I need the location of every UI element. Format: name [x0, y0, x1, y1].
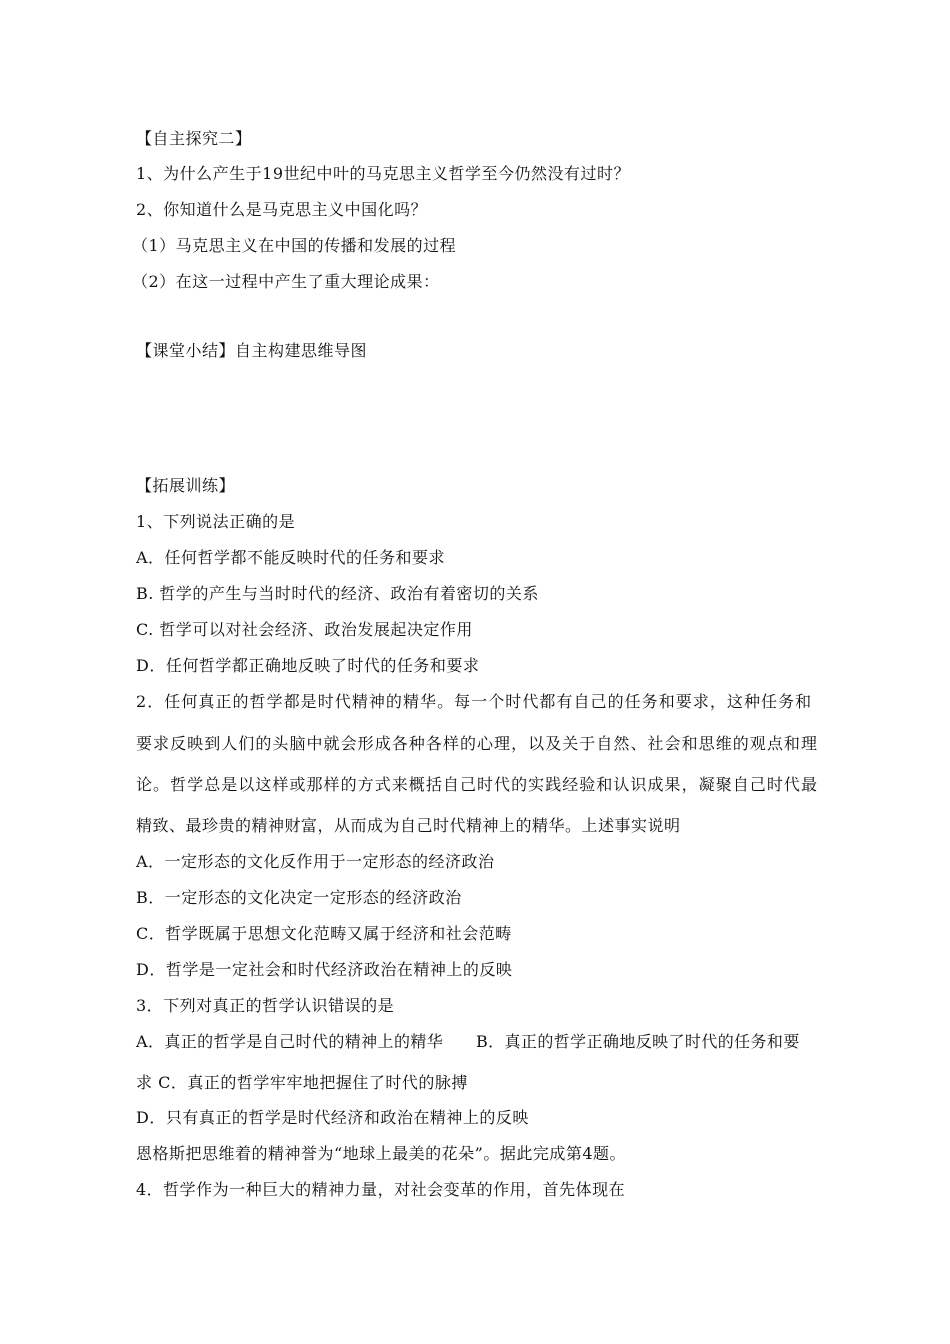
training-q3-options-line-3: D．只有真正的哲学是时代经济和政治在精神上的反映 [136, 1108, 529, 1127]
training-q4-stem: 4．哲学作为一种巨大的精神力量，对社会变革的作用，首先体现在 [136, 1180, 626, 1199]
training-q2-option-a: A．一定形态的文化反作用于一定形态的经济政治 [136, 852, 495, 871]
training-heading: 【拓展训练】 [136, 476, 236, 495]
training-q1-stem: 1、下列说法正确的是 [136, 512, 296, 531]
training-q2-option-d: D．哲学是一定社会和时代经济政治在精神上的反映 [136, 960, 513, 979]
explore-question-2: 2、你知道什么是马克思主义中国化吗？ [136, 200, 428, 219]
training-q2-stem-line-4: 精致、最珍贵的精神财富，从而成为自己时代精神上的精华。上述事实说明 [136, 816, 681, 835]
training-q2-option-b: B．一定形态的文化决定一定形态的经济政治 [136, 888, 462, 907]
training-q4-intro: 恩格斯把思维着的精神誉为“地球上最美的花朵”。据此完成第4题。 [136, 1144, 627, 1163]
training-q3-options-line-2: 求 C．真正的哲学牢牢地把握住了时代的脉搏 [136, 1073, 468, 1092]
training-q1-option-a: A．任何哲学都不能反映时代的任务和要求 [136, 548, 446, 567]
training-q2-stem-line-1: 2．任何真正的哲学都是时代精神的精华。每一个时代都有自己的任务和要求，这种任务和 [136, 692, 813, 711]
explore-heading: 【自主探究二】 [136, 129, 252, 148]
training-q2-stem-line-3: 论。哲学总是以这样或那样的方式来概括自己时代的实践经验和认识成果，凝聚自己时代最 [136, 775, 819, 794]
training-q2-option-c: C．哲学既属于思想文化范畴又属于经济和社会范畴 [136, 924, 512, 943]
training-q1-option-d: D．任何哲学都正确地反映了时代的任务和要求 [136, 656, 480, 675]
training-q1-option-c: C. 哲学可以对社会经济、政治发展起决定作用 [136, 620, 473, 639]
summary-heading: 【课堂小结】自主构建思维导图 [136, 341, 368, 360]
explore-question-2-part-2: （2）在这一过程中产生了重大理论成果： [132, 272, 440, 291]
explore-question-1: 1、为什么产生于19世纪中叶的马克思主义哲学至今仍然没有过时？ [136, 164, 631, 183]
training-q3-options-line-1: A．真正的哲学是自己时代的精神上的精华 B．真正的哲学正确地反映了时代的任务和要 [136, 1032, 800, 1051]
training-q3-stem: 3．下列对真正的哲学认识错误的是 [136, 996, 395, 1015]
training-q1-option-b: B. 哲学的产生与当时时代的经济、政治有着密切的关系 [136, 584, 539, 603]
training-q2-stem-line-2: 要求反映到人们的头脑中就会形成各种各样的心理，以及关于自然、社会和思维的观点和理 [136, 734, 819, 753]
explore-question-2-part-1: （1）马克思主义在中国的传播和发展的过程 [132, 236, 457, 255]
